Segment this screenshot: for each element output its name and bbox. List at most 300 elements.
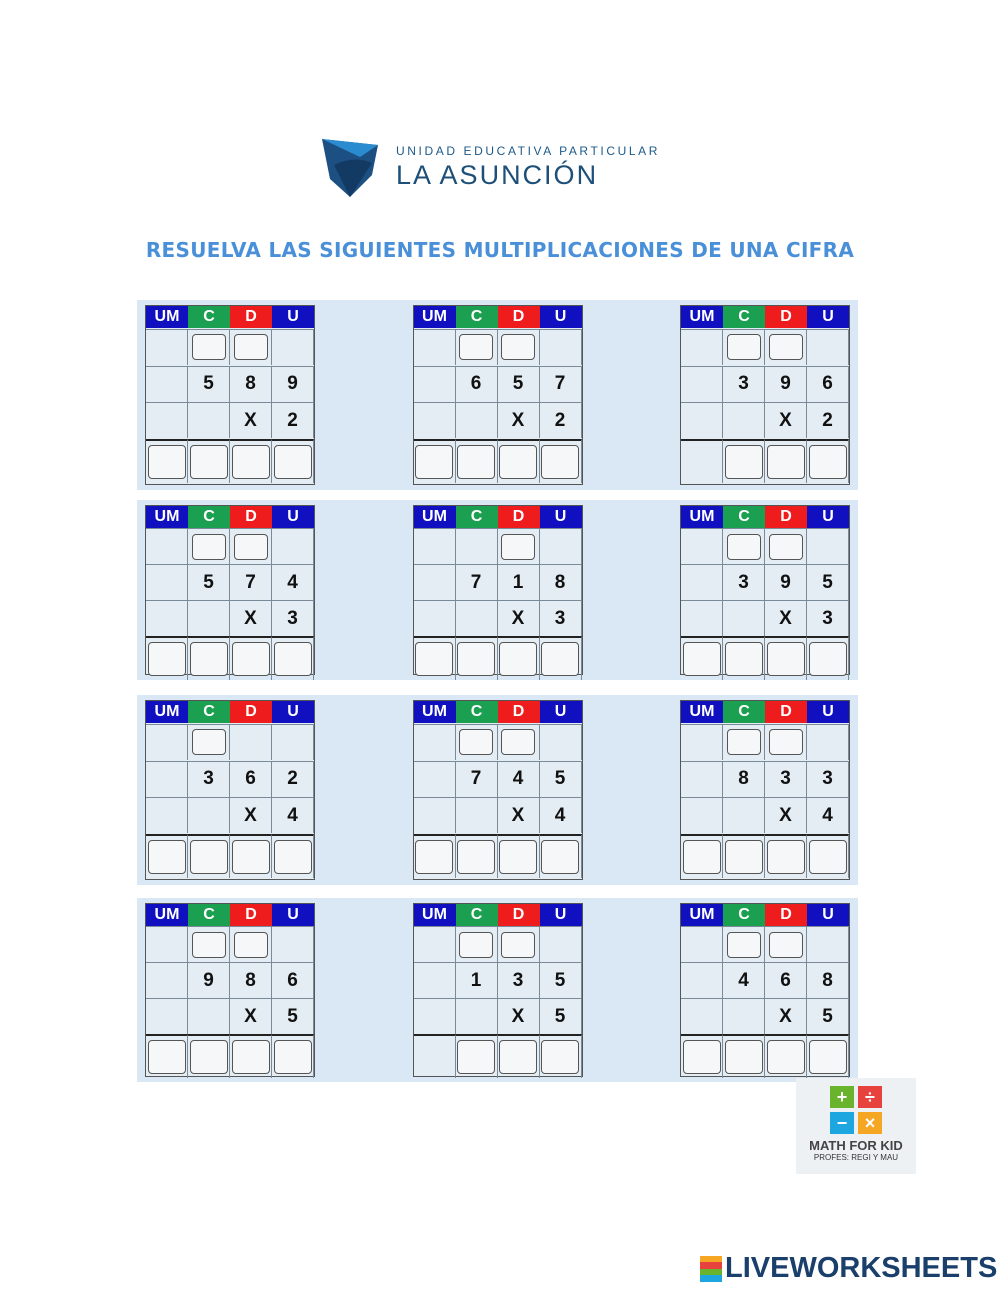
empty-cell xyxy=(414,797,456,833)
multiplication-grid xyxy=(145,903,315,1077)
operator-cell: X xyxy=(765,402,807,438)
digit-cell: 3 xyxy=(723,366,765,402)
answer-cell xyxy=(272,439,314,483)
multiplier-cell: 5 xyxy=(540,998,582,1034)
column-header: U xyxy=(272,506,314,528)
digit-cell: 7 xyxy=(230,564,272,600)
column-header: C xyxy=(723,701,765,723)
empty-cell xyxy=(723,402,765,438)
operator-cell: X xyxy=(230,600,272,636)
empty-cell xyxy=(188,797,230,833)
answer-input[interactable] xyxy=(415,445,453,479)
answer-input[interactable] xyxy=(232,840,270,874)
digit-cell: 5 xyxy=(807,564,849,600)
multiplier-cell: 3 xyxy=(272,600,314,636)
empty-cell xyxy=(456,600,498,636)
carry-cell xyxy=(765,724,807,760)
answer-input[interactable] xyxy=(809,445,847,479)
answer-input[interactable] xyxy=(148,840,186,874)
empty-cell xyxy=(188,998,230,1034)
answer-cell xyxy=(807,834,849,878)
empty-cell xyxy=(681,998,723,1034)
answer-input[interactable] xyxy=(683,840,721,874)
carry-cell xyxy=(723,724,765,760)
answer-input[interactable] xyxy=(274,840,312,874)
empty-cell xyxy=(146,998,188,1034)
digit-cell: 8 xyxy=(230,962,272,998)
answer-cell xyxy=(681,834,723,878)
carry-cell xyxy=(456,926,498,962)
multiplier-cell: 3 xyxy=(807,600,849,636)
carry-cell xyxy=(456,528,498,564)
empty-cell xyxy=(146,366,188,402)
liveworksheets-logo xyxy=(700,1252,997,1285)
answer-input[interactable] xyxy=(541,840,579,874)
empty-cell xyxy=(414,564,456,600)
column-header: C xyxy=(188,306,230,328)
column-header: C xyxy=(188,904,230,926)
answer-cell xyxy=(146,834,188,878)
answer-input[interactable] xyxy=(148,642,186,676)
empty-cell xyxy=(681,797,723,833)
operator-cell: X xyxy=(498,600,540,636)
column-header: D xyxy=(498,306,540,328)
carry-cell xyxy=(765,329,807,365)
carry-input[interactable] xyxy=(727,729,761,755)
answer-input[interactable] xyxy=(190,840,228,874)
column-header: UM xyxy=(681,904,723,926)
operator-cell: X xyxy=(230,402,272,438)
carry-cell xyxy=(807,926,849,962)
answer-cell xyxy=(498,439,540,483)
carry-cell xyxy=(498,724,540,760)
multiplier-cell: 4 xyxy=(272,797,314,833)
answer-input[interactable] xyxy=(767,840,805,874)
carry-cell xyxy=(414,329,456,365)
answer-cell xyxy=(765,439,807,483)
answer-cell xyxy=(765,1034,807,1078)
digit-cell: 3 xyxy=(188,761,230,797)
column-header: U xyxy=(807,506,849,528)
multiplier-cell: 4 xyxy=(807,797,849,833)
carry-cell xyxy=(723,329,765,365)
answer-input[interactable] xyxy=(274,642,312,676)
column-header: C xyxy=(723,306,765,328)
answer-cell xyxy=(146,439,188,483)
answer-cell xyxy=(723,1034,765,1078)
answer-input[interactable] xyxy=(725,1040,763,1074)
carry-cell xyxy=(681,329,723,365)
answer-input[interactable] xyxy=(499,642,537,676)
digit-cell: 8 xyxy=(807,962,849,998)
empty-cell xyxy=(146,797,188,833)
answer-input[interactable] xyxy=(725,840,763,874)
carry-input[interactable] xyxy=(769,729,803,755)
carry-cell xyxy=(230,329,272,365)
answer-cell xyxy=(807,636,849,680)
empty-cell xyxy=(146,962,188,998)
empty-cell xyxy=(414,600,456,636)
column-header: C xyxy=(723,904,765,926)
answer-input[interactable] xyxy=(274,1040,312,1074)
column-header: C xyxy=(456,701,498,723)
column-header: C xyxy=(456,306,498,328)
answer-input[interactable] xyxy=(190,1040,228,1074)
digit-cell: 5 xyxy=(540,761,582,797)
answer-cell xyxy=(681,439,723,483)
answer-cell xyxy=(498,1034,540,1078)
carry-input[interactable] xyxy=(501,729,535,755)
carry-input[interactable] xyxy=(501,534,535,560)
column-header: C xyxy=(188,701,230,723)
multiplier-cell: 2 xyxy=(807,402,849,438)
column-header: D xyxy=(498,506,540,528)
digit-cell: 7 xyxy=(456,761,498,797)
carry-cell xyxy=(540,528,582,564)
empty-cell xyxy=(456,402,498,438)
logo-title: LA ASUNCIÓN xyxy=(396,159,599,190)
carry-cell xyxy=(723,528,765,564)
carry-input[interactable] xyxy=(769,334,803,360)
answer-cell xyxy=(230,439,272,483)
answer-input[interactable] xyxy=(232,642,270,676)
exercise-row xyxy=(137,898,858,1082)
answer-cell xyxy=(540,439,582,483)
digit-cell: 5 xyxy=(188,564,230,600)
column-header: D xyxy=(765,506,807,528)
answer-cell xyxy=(146,636,188,680)
answer-cell xyxy=(414,834,456,878)
carry-cell xyxy=(188,329,230,365)
carry-input[interactable] xyxy=(727,334,761,360)
live-badge-icon xyxy=(700,1256,722,1282)
answer-cell xyxy=(723,834,765,878)
answer-input[interactable] xyxy=(232,1040,270,1074)
carry-cell xyxy=(807,528,849,564)
answer-input[interactable] xyxy=(457,840,495,874)
carry-input[interactable] xyxy=(769,932,803,958)
empty-cell xyxy=(456,998,498,1034)
operator-cell: X xyxy=(498,797,540,833)
answer-input[interactable] xyxy=(457,642,495,676)
answer-cell xyxy=(765,834,807,878)
carry-input[interactable] xyxy=(459,729,493,755)
digit-cell: 2 xyxy=(272,761,314,797)
answer-cell xyxy=(146,1034,188,1078)
answer-input[interactable] xyxy=(541,642,579,676)
multiplication-grid xyxy=(413,505,583,675)
digit-cell: 7 xyxy=(540,366,582,402)
carry-input[interactable] xyxy=(459,334,493,360)
carry-input[interactable] xyxy=(192,932,226,958)
empty-cell xyxy=(146,600,188,636)
answer-input[interactable] xyxy=(190,445,228,479)
carry-input[interactable] xyxy=(459,932,493,958)
empty-cell xyxy=(146,564,188,600)
answer-input[interactable] xyxy=(541,445,579,479)
carry-cell xyxy=(230,926,272,962)
answer-input[interactable] xyxy=(725,642,763,676)
column-header: UM xyxy=(146,904,188,926)
answer-cell xyxy=(230,834,272,878)
answer-input[interactable] xyxy=(190,642,228,676)
carry-cell xyxy=(681,528,723,564)
operator-cell: X xyxy=(498,998,540,1034)
answer-input[interactable] xyxy=(415,840,453,874)
answer-input[interactable] xyxy=(457,1040,495,1074)
column-header: U xyxy=(272,701,314,723)
answer-input[interactable] xyxy=(148,1040,186,1074)
carry-input[interactable] xyxy=(501,334,535,360)
digit-cell: 6 xyxy=(765,962,807,998)
minus-icon: − xyxy=(830,1112,854,1134)
empty-cell xyxy=(456,797,498,833)
carry-input[interactable] xyxy=(192,729,226,755)
empty-cell xyxy=(723,600,765,636)
carry-cell xyxy=(807,329,849,365)
answer-cell xyxy=(540,636,582,680)
column-header: U xyxy=(540,506,582,528)
answer-input[interactable] xyxy=(767,1040,805,1074)
answer-input[interactable] xyxy=(725,445,763,479)
answer-cell xyxy=(188,439,230,483)
exercise-row xyxy=(137,500,858,680)
digit-cell: 3 xyxy=(723,564,765,600)
digit-cell: 8 xyxy=(230,366,272,402)
column-header: C xyxy=(456,904,498,926)
multiplication-grid xyxy=(680,903,850,1077)
column-header: D xyxy=(765,904,807,926)
answer-cell xyxy=(188,1034,230,1078)
multiplication-grid xyxy=(145,700,315,880)
answer-cell xyxy=(498,636,540,680)
answer-cell xyxy=(272,834,314,878)
carry-cell xyxy=(681,926,723,962)
column-header: U xyxy=(540,701,582,723)
answer-input[interactable] xyxy=(457,445,495,479)
carry-cell xyxy=(765,926,807,962)
operator-cell: X xyxy=(765,797,807,833)
column-header: D xyxy=(230,904,272,926)
exercise-row xyxy=(137,300,858,490)
carry-input[interactable] xyxy=(234,534,268,560)
carry-cell xyxy=(188,528,230,564)
answer-cell xyxy=(456,834,498,878)
column-header: D xyxy=(498,701,540,723)
answer-cell xyxy=(807,439,849,483)
math-for-kid-badge xyxy=(796,1078,916,1174)
operator-cell: X xyxy=(230,998,272,1034)
carry-cell xyxy=(272,329,314,365)
empty-cell xyxy=(146,402,188,438)
operator-cell: X xyxy=(498,402,540,438)
carry-cell xyxy=(456,724,498,760)
exercise-row xyxy=(137,695,858,885)
carry-cell xyxy=(723,926,765,962)
answer-cell xyxy=(540,1034,582,1078)
column-header: UM xyxy=(146,306,188,328)
carry-input[interactable] xyxy=(501,932,535,958)
answer-input[interactable] xyxy=(809,1040,847,1074)
column-header: D xyxy=(765,701,807,723)
carry-cell xyxy=(498,528,540,564)
digit-cell: 6 xyxy=(230,761,272,797)
multiplier-cell: 5 xyxy=(272,998,314,1034)
answer-input[interactable] xyxy=(541,1040,579,1074)
carry-cell xyxy=(230,528,272,564)
digit-cell: 9 xyxy=(765,366,807,402)
answer-cell xyxy=(681,1034,723,1078)
column-header: UM xyxy=(414,306,456,328)
column-header: U xyxy=(807,904,849,926)
carry-cell xyxy=(230,724,272,760)
empty-cell xyxy=(414,962,456,998)
answer-input[interactable] xyxy=(767,642,805,676)
column-header: D xyxy=(230,306,272,328)
digit-cell: 8 xyxy=(540,564,582,600)
answer-cell xyxy=(723,439,765,483)
digit-cell: 3 xyxy=(807,761,849,797)
column-header: UM xyxy=(681,506,723,528)
column-header: C xyxy=(188,506,230,528)
carry-cell xyxy=(681,724,723,760)
carry-cell xyxy=(540,724,582,760)
empty-cell xyxy=(681,761,723,797)
carry-input[interactable] xyxy=(727,932,761,958)
digit-cell: 6 xyxy=(807,366,849,402)
multiplication-grid xyxy=(413,903,583,1077)
empty-cell xyxy=(681,962,723,998)
answer-input[interactable] xyxy=(767,445,805,479)
digit-cell: 8 xyxy=(723,761,765,797)
answer-input[interactable] xyxy=(683,1040,721,1074)
carry-input[interactable] xyxy=(727,534,761,560)
carry-input[interactable] xyxy=(192,534,226,560)
carry-cell xyxy=(414,724,456,760)
answer-cell xyxy=(765,636,807,680)
answer-input[interactable] xyxy=(499,840,537,874)
answer-input[interactable] xyxy=(499,1040,537,1074)
carry-cell xyxy=(414,528,456,564)
digit-cell: 6 xyxy=(456,366,498,402)
digit-cell: 4 xyxy=(723,962,765,998)
digit-cell: 1 xyxy=(456,962,498,998)
column-header: U xyxy=(540,904,582,926)
answer-cell xyxy=(540,834,582,878)
multiplication-grid xyxy=(680,305,850,485)
carry-cell xyxy=(807,724,849,760)
carry-cell xyxy=(540,926,582,962)
column-header: UM xyxy=(681,306,723,328)
answer-input[interactable] xyxy=(148,445,186,479)
empty-cell xyxy=(681,564,723,600)
operator-cell: X xyxy=(230,797,272,833)
school-logo xyxy=(320,135,660,199)
answer-input[interactable] xyxy=(683,642,721,676)
empty-cell xyxy=(414,761,456,797)
digit-cell: 6 xyxy=(272,962,314,998)
answer-cell xyxy=(456,1034,498,1078)
column-header: D xyxy=(230,701,272,723)
multiplication-grid xyxy=(145,505,315,675)
answer-cell xyxy=(498,834,540,878)
digit-cell: 9 xyxy=(188,962,230,998)
empty-cell xyxy=(723,998,765,1034)
carry-cell xyxy=(146,926,188,962)
badge-title: MATH FOR KID xyxy=(809,1138,903,1153)
answer-cell xyxy=(272,636,314,680)
digit-cell: 4 xyxy=(498,761,540,797)
carry-cell xyxy=(272,926,314,962)
empty-cell xyxy=(414,998,456,1034)
carry-input[interactable] xyxy=(234,334,268,360)
answer-input[interactable] xyxy=(809,642,847,676)
digit-cell: 9 xyxy=(272,366,314,402)
answer-cell xyxy=(188,834,230,878)
answer-input[interactable] xyxy=(274,445,312,479)
plus-icon: + xyxy=(830,1086,854,1108)
carry-cell xyxy=(272,528,314,564)
digit-cell: 3 xyxy=(765,761,807,797)
column-header: U xyxy=(807,701,849,723)
answer-cell xyxy=(230,636,272,680)
empty-cell xyxy=(681,402,723,438)
digit-cell: 5 xyxy=(188,366,230,402)
column-header: UM xyxy=(146,506,188,528)
column-header: D xyxy=(498,904,540,926)
empty-cell xyxy=(414,366,456,402)
operator-cell: X xyxy=(765,998,807,1034)
multiplication-grid xyxy=(680,505,850,675)
digit-cell: 1 xyxy=(498,564,540,600)
divide-icon: ÷ xyxy=(858,1086,882,1108)
digit-cell: 9 xyxy=(765,564,807,600)
answer-cell xyxy=(414,439,456,483)
empty-cell xyxy=(681,600,723,636)
multiplication-grid xyxy=(145,305,315,485)
answer-input[interactable] xyxy=(232,445,270,479)
answer-cell xyxy=(230,1034,272,1078)
answer-cell xyxy=(272,1034,314,1078)
multiplication-grid xyxy=(413,305,583,485)
answer-cell xyxy=(414,636,456,680)
answer-input[interactable] xyxy=(499,445,537,479)
carry-cell xyxy=(146,528,188,564)
shield-logo-icon xyxy=(320,135,380,199)
carry-input[interactable] xyxy=(192,334,226,360)
column-header: UM xyxy=(146,701,188,723)
answer-input[interactable] xyxy=(415,642,453,676)
carry-cell xyxy=(146,724,188,760)
carry-input[interactable] xyxy=(234,932,268,958)
carry-cell xyxy=(188,724,230,760)
answer-cell xyxy=(807,1034,849,1078)
column-header: C xyxy=(723,506,765,528)
multiplier-cell: 5 xyxy=(807,998,849,1034)
column-header: U xyxy=(540,306,582,328)
column-header: D xyxy=(765,306,807,328)
answer-input[interactable] xyxy=(809,840,847,874)
answer-cell xyxy=(456,636,498,680)
digit-cell: 5 xyxy=(498,366,540,402)
carry-cell xyxy=(456,329,498,365)
carry-cell xyxy=(414,926,456,962)
digit-cell: 7 xyxy=(456,564,498,600)
carry-cell xyxy=(540,329,582,365)
digit-cell: 3 xyxy=(498,962,540,998)
carry-input[interactable] xyxy=(769,534,803,560)
multiplication-grid xyxy=(680,700,850,880)
